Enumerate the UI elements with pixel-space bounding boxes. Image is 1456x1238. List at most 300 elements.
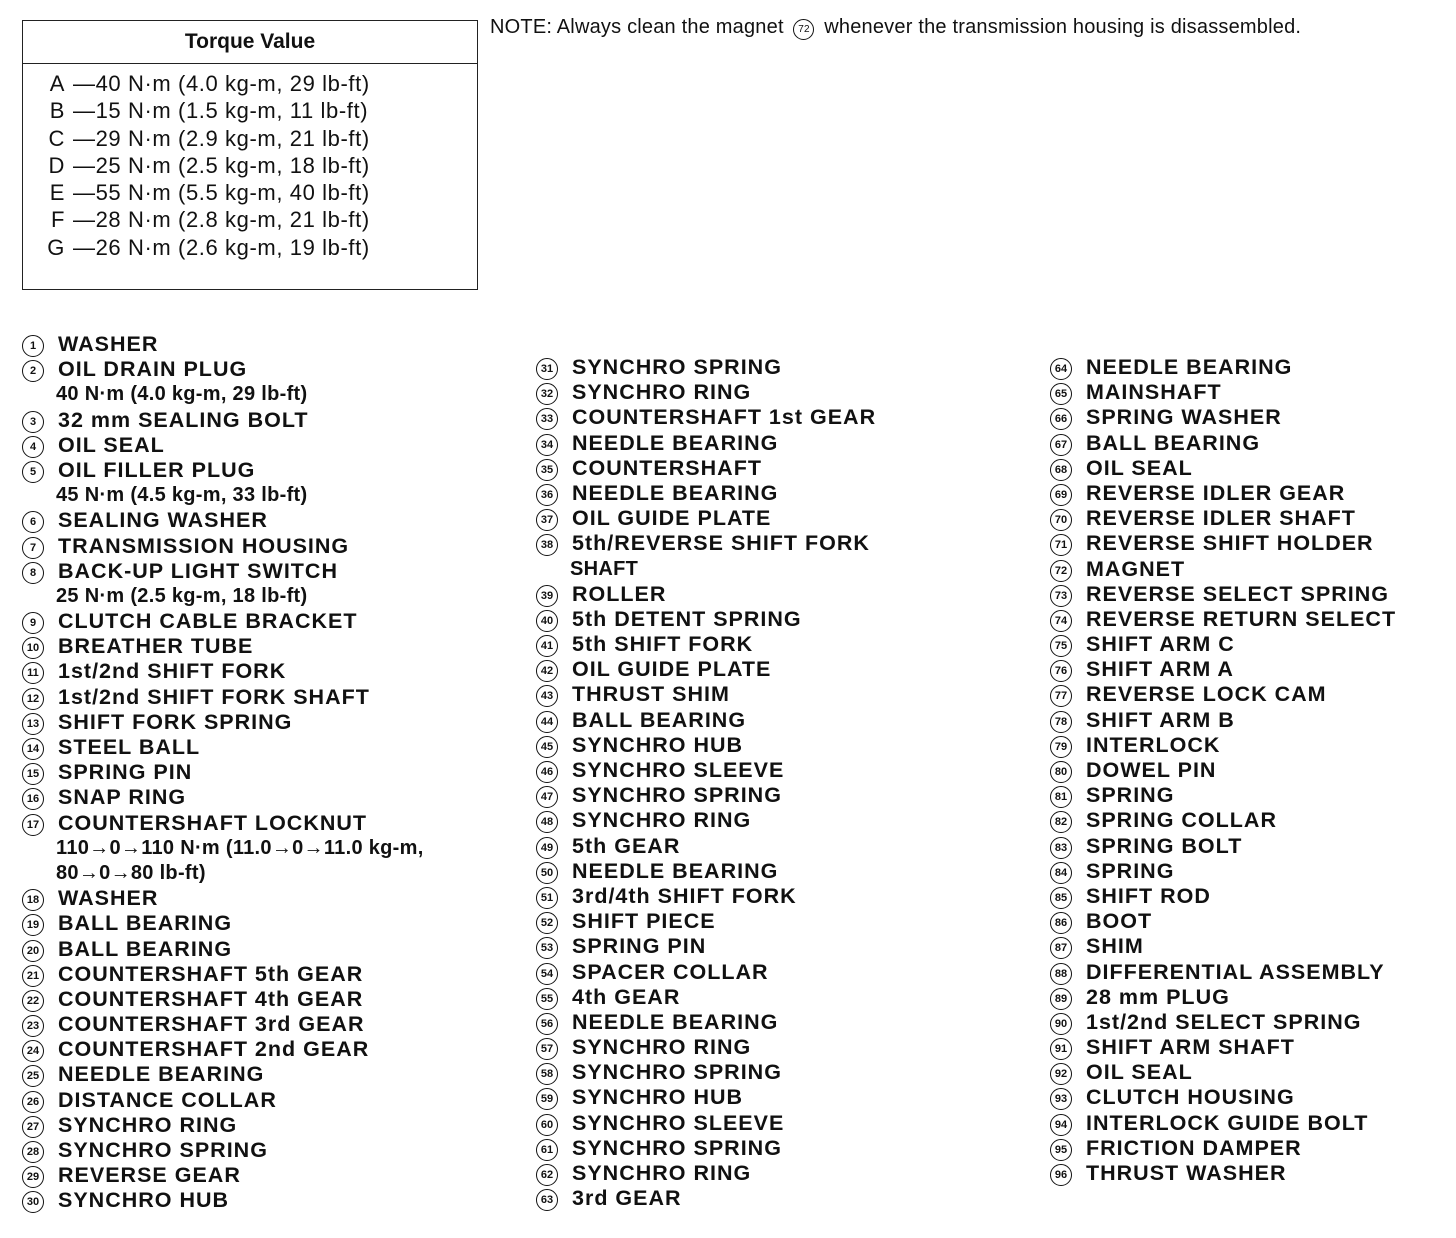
part-name: SHIFT ROD xyxy=(1086,883,1211,908)
part-item xyxy=(22,987,522,1012)
part-number: 93 xyxy=(1050,1088,1072,1110)
note-ref-number: 72 xyxy=(793,19,814,40)
part-item xyxy=(536,1136,1036,1161)
part-name: BACK-UP LIGHT SWITCH xyxy=(58,558,338,583)
part-item xyxy=(1050,808,1450,833)
torque-letter: F xyxy=(50,207,65,233)
part-number: 33 xyxy=(536,408,558,430)
part-name: COUNTERSHAFT 4th GEAR xyxy=(58,986,364,1011)
part-item xyxy=(536,607,1036,632)
part-item xyxy=(536,431,1036,456)
part-number: 89 xyxy=(1050,988,1072,1010)
magnet-note xyxy=(490,16,1301,40)
part-number: 95 xyxy=(1050,1139,1072,1161)
part-item xyxy=(536,531,1036,556)
part-name: WASHER xyxy=(58,332,159,356)
part-number: 84 xyxy=(1050,862,1072,884)
part-number: 48 xyxy=(536,811,558,833)
part-item xyxy=(536,808,1036,833)
part-name: NEEDLE BEARING xyxy=(572,480,779,505)
part-name: SYNCHRO SPRING xyxy=(58,1138,268,1162)
part-number: 13 xyxy=(22,713,44,735)
part-number: 23 xyxy=(22,1015,44,1037)
part-item xyxy=(22,1188,522,1213)
part-name: OIL DRAIN PLUG xyxy=(58,357,248,382)
part-item xyxy=(1050,456,1450,481)
part-name: COUNTERSHAFT 3rd GEAR xyxy=(58,1012,365,1037)
part-name: NEEDLE BEARING xyxy=(1086,355,1293,379)
part-name: SHIFT FORK SPRING xyxy=(58,709,293,734)
torque-letter: G xyxy=(47,234,65,260)
part-number: 39 xyxy=(536,585,558,607)
part-name: MAINSHAFT xyxy=(1086,380,1222,405)
part-item xyxy=(22,1113,522,1138)
part-name: SPRING xyxy=(1086,783,1175,808)
part-item xyxy=(22,458,522,483)
part-number: 67 xyxy=(1050,434,1072,456)
part-name: BALL BEARING xyxy=(572,707,747,732)
part-number: 24 xyxy=(22,1040,44,1062)
part-number: 6 xyxy=(22,511,44,533)
part-item xyxy=(1050,733,1450,758)
part-item xyxy=(22,1062,522,1087)
part-number: 15 xyxy=(22,763,44,785)
part-number: 36 xyxy=(536,484,558,506)
part-item xyxy=(1050,481,1450,506)
part-item xyxy=(22,1088,522,1113)
part-item xyxy=(536,632,1036,657)
part-item xyxy=(1050,582,1450,607)
parts-column-3 xyxy=(1050,355,1450,1186)
part-number: 63 xyxy=(536,1189,558,1211)
torque-value: —25 N·m (2.5 kg-m, 18 lb-ft) xyxy=(73,152,370,178)
part-name: SYNCHRO RING xyxy=(572,1035,752,1060)
part-number: 65 xyxy=(1050,383,1072,405)
part-name: OIL SEAL xyxy=(1086,1060,1193,1085)
part-item xyxy=(1050,531,1450,556)
part-number: 45 xyxy=(536,736,558,758)
part-item xyxy=(536,909,1036,934)
part-number: 30 xyxy=(22,1191,44,1213)
part-item xyxy=(536,733,1036,758)
part-item xyxy=(1050,834,1450,859)
part-name: SPRING xyxy=(1086,858,1175,883)
part-item xyxy=(1050,1010,1450,1035)
torque-row xyxy=(23,97,477,124)
part-number: 11 xyxy=(22,662,44,684)
part-item xyxy=(22,735,522,760)
part-name: SPRING PIN xyxy=(572,934,707,959)
part-item xyxy=(1050,1060,1450,1085)
part-item xyxy=(1050,405,1450,430)
part-number: 92 xyxy=(1050,1063,1072,1085)
parts-column-1 xyxy=(22,332,522,1214)
part-item xyxy=(1050,758,1450,783)
part-number: 43 xyxy=(536,685,558,707)
part-item xyxy=(22,811,522,836)
part-spec: 45 N·m (4.5 kg-m, 33 lb-ft) xyxy=(56,484,308,507)
part-name: SYNCHRO HUB xyxy=(58,1188,230,1213)
part-number: 85 xyxy=(1050,887,1072,909)
part-item xyxy=(1050,632,1450,657)
part-item xyxy=(22,785,522,810)
part-item xyxy=(1050,934,1450,959)
part-name: REVERSE RETURN SELECT xyxy=(1086,606,1397,631)
part-spec: 40 N·m (4.0 kg-m, 29 lb-ft) xyxy=(56,383,308,406)
part-item xyxy=(1050,1161,1450,1186)
part-item xyxy=(1050,380,1450,405)
part-item xyxy=(536,1085,1036,1110)
part-number: 22 xyxy=(22,990,44,1012)
part-number: 49 xyxy=(536,837,558,859)
part-item xyxy=(22,559,522,584)
part-name: REVERSE LOCK CAM xyxy=(1086,682,1327,707)
part-number: 80 xyxy=(1050,761,1072,783)
part-name: INTERLOCK GUIDE BOLT xyxy=(1086,1110,1369,1135)
part-item xyxy=(22,962,522,987)
part-name: SHIFT ARM A xyxy=(1086,657,1234,682)
torque-letter: B xyxy=(49,98,65,124)
part-item xyxy=(536,405,1036,430)
part-name: BOOT xyxy=(1086,909,1153,934)
part-item xyxy=(22,760,522,785)
part-item xyxy=(22,937,522,962)
part-item xyxy=(536,506,1036,531)
part-number: 79 xyxy=(1050,736,1072,758)
part-item xyxy=(1050,909,1450,934)
part-name: SYNCHRO SPRING xyxy=(572,1060,782,1085)
part-item xyxy=(22,534,522,559)
part-number: 73 xyxy=(1050,585,1072,607)
part-number: 90 xyxy=(1050,1013,1072,1035)
torque-letter: C xyxy=(48,125,65,151)
part-number: 60 xyxy=(536,1114,558,1136)
part-number: 70 xyxy=(1050,509,1072,531)
part-item xyxy=(1050,1035,1450,1060)
part-number: 5 xyxy=(22,461,44,483)
torque-value-table xyxy=(22,20,478,290)
part-name: SHIFT ARM C xyxy=(1086,632,1235,657)
part-number: 57 xyxy=(536,1038,558,1060)
part-item xyxy=(536,934,1036,959)
part-item xyxy=(22,1037,522,1062)
part-number: 3 xyxy=(22,411,44,433)
part-number: 51 xyxy=(536,887,558,909)
part-name: SYNCHRO RING xyxy=(572,808,752,833)
part-name: SPRING COLLAR xyxy=(1086,808,1277,833)
part-name: OIL SEAL xyxy=(58,432,165,457)
part-number: 59 xyxy=(536,1088,558,1110)
part-name: SHIFT PIECE xyxy=(572,909,716,934)
part-number: 46 xyxy=(536,761,558,783)
part-item xyxy=(22,634,522,659)
part-number: 56 xyxy=(536,1013,558,1035)
part-item xyxy=(22,659,522,684)
part-number: 8 xyxy=(22,562,44,584)
part-item xyxy=(1050,1136,1450,1161)
part-name: SEALING WASHER xyxy=(58,508,268,533)
part-number: 47 xyxy=(536,786,558,808)
part-name: OIL GUIDE PLATE xyxy=(572,506,772,531)
part-item xyxy=(22,685,522,710)
note-suffix: whenever the transmission housing is disassembled. xyxy=(824,16,1302,38)
part-number: 41 xyxy=(536,635,558,657)
part-item xyxy=(1050,884,1450,909)
part-name: THRUST SHIM xyxy=(572,682,730,707)
part-number: 10 xyxy=(22,637,44,659)
part-name: SHIM xyxy=(1086,934,1144,959)
part-name: SPRING WASHER xyxy=(1086,405,1282,430)
part-name: SPRING PIN xyxy=(58,760,193,785)
part-item xyxy=(22,508,522,533)
part-item xyxy=(536,1035,1036,1060)
torque-table-title: Torque Value xyxy=(23,21,477,64)
part-name: 3rd/4th SHIFT FORK xyxy=(572,883,797,908)
part-spec: 110→0→110 N·m (11.0→0→11.0 kg-m, xyxy=(56,836,424,859)
part-item xyxy=(536,380,1036,405)
part-item xyxy=(1050,657,1450,682)
part-number: 78 xyxy=(1050,711,1072,733)
part-item xyxy=(22,911,522,936)
part-item xyxy=(536,657,1036,682)
part-name: REVERSE IDLER SHAFT xyxy=(1086,506,1356,531)
part-item xyxy=(536,456,1036,481)
part-item xyxy=(1050,1085,1450,1110)
part-spec: 80→0→80 lb-ft) xyxy=(56,861,206,884)
part-number: 87 xyxy=(1050,937,1072,959)
part-number: 62 xyxy=(536,1164,558,1186)
part-item xyxy=(536,708,1036,733)
part-number: 19 xyxy=(22,914,44,936)
part-name: BALL BEARING xyxy=(1086,430,1261,455)
part-name: 1st/2nd SHIFT FORK xyxy=(58,659,287,684)
part-item xyxy=(22,609,522,634)
part-number: 40 xyxy=(536,610,558,632)
part-item xyxy=(1050,960,1450,985)
part-item xyxy=(1050,1111,1450,1136)
part-number: 20 xyxy=(22,940,44,962)
part-number: 25 xyxy=(22,1065,44,1087)
part-name: TRANSMISSION HOUSING xyxy=(58,533,350,558)
part-number: 32 xyxy=(536,383,558,405)
part-name: 5th GEAR xyxy=(572,833,681,858)
part-name: 5th SHIFT FORK xyxy=(572,632,754,657)
part-name: WASHER xyxy=(58,886,159,911)
part-name: SYNCHRO HUB xyxy=(572,1085,744,1110)
torque-value: —40 N·m (4.0 kg-m, 29 lb-ft) xyxy=(73,71,370,96)
part-name: 32 mm SEALING BOLT xyxy=(58,407,309,432)
part-item xyxy=(1050,859,1450,884)
part-number: 81 xyxy=(1050,786,1072,808)
part-number: 83 xyxy=(1050,837,1072,859)
part-name: SYNCHRO SPRING xyxy=(572,355,782,379)
part-number: 64 xyxy=(1050,358,1072,380)
part-number: 96 xyxy=(1050,1164,1072,1186)
part-name: DOWEL PIN xyxy=(1086,758,1217,782)
part-number: 71 xyxy=(1050,534,1072,556)
part-item xyxy=(536,859,1036,884)
torque-row xyxy=(23,70,477,97)
part-number: 2 xyxy=(22,360,44,382)
part-number: 37 xyxy=(536,509,558,531)
part-item xyxy=(22,886,522,911)
part-name: STEEL BALL xyxy=(58,735,201,759)
part-name: 1st/2nd SELECT SPRING xyxy=(1086,1009,1362,1034)
part-name: MAGNET xyxy=(1086,556,1186,581)
part-name: 4th GEAR xyxy=(572,984,681,1009)
part-name: 5th DETENT SPRING xyxy=(572,606,802,631)
torque-value: —26 N·m (2.6 kg-m, 19 lb-ft) xyxy=(73,234,370,260)
part-number: 12 xyxy=(22,688,44,710)
part-number: 61 xyxy=(536,1139,558,1161)
torque-row xyxy=(23,234,477,261)
part-item xyxy=(1050,682,1450,707)
part-name: INTERLOCK xyxy=(1086,732,1221,757)
parts-column-2 xyxy=(536,355,1036,1211)
part-name: SPACER COLLAR xyxy=(572,959,769,984)
part-number: 66 xyxy=(1050,408,1072,430)
part-item xyxy=(22,1012,522,1037)
part-name: SYNCHRO RING xyxy=(572,380,752,405)
part-number: 38 xyxy=(536,534,558,556)
torque-row xyxy=(23,179,477,206)
part-number: 53 xyxy=(536,937,558,959)
part-name: SPRING BOLT xyxy=(1086,833,1243,858)
part-item xyxy=(536,1060,1036,1085)
part-item xyxy=(22,433,522,458)
part-item xyxy=(536,1161,1036,1186)
part-name: NEEDLE BEARING xyxy=(572,1009,779,1034)
part-item xyxy=(536,758,1036,783)
torque-letter: A xyxy=(49,71,65,96)
part-number: 91 xyxy=(1050,1038,1072,1060)
part-number: 76 xyxy=(1050,660,1072,682)
part-name: 5th/REVERSE SHIFT FORK xyxy=(572,531,870,556)
torque-value: —28 N·m (2.8 kg-m, 21 lb-ft) xyxy=(73,207,370,233)
part-spec: SHAFT xyxy=(570,557,639,580)
part-name: NEEDLE BEARING xyxy=(572,858,779,883)
torque-value: —15 N·m (1.5 kg-m, 11 lb-ft) xyxy=(73,98,369,124)
part-item xyxy=(536,783,1036,808)
part-name: SYNCHRO SLEEVE xyxy=(572,1110,785,1135)
part-number: 29 xyxy=(22,1166,44,1188)
part-name: COUNTERSHAFT 1st GEAR xyxy=(572,405,877,430)
part-number: 58 xyxy=(536,1063,558,1085)
part-name: REVERSE GEAR xyxy=(58,1163,241,1188)
part-item xyxy=(536,1010,1036,1035)
part-number: 21 xyxy=(22,965,44,987)
part-name: CLUTCH CABLE BRACKET xyxy=(58,609,358,634)
part-number: 9 xyxy=(22,612,44,634)
part-item xyxy=(536,884,1036,909)
part-item xyxy=(1050,431,1450,456)
torque-row xyxy=(23,152,477,179)
part-name: SYNCHRO RING xyxy=(572,1161,752,1185)
torque-rows xyxy=(23,64,477,261)
part-item xyxy=(22,332,522,357)
part-number: 52 xyxy=(536,912,558,934)
part-name: FRICTION DAMPER xyxy=(1086,1135,1302,1160)
part-name: SHIFT ARM SHAFT xyxy=(1086,1035,1295,1060)
part-number: 77 xyxy=(1050,685,1072,707)
part-number: 44 xyxy=(536,711,558,733)
torque-value: —29 N·m (2.9 kg-m, 21 lb-ft) xyxy=(73,125,370,151)
part-item xyxy=(536,960,1036,985)
torque-row xyxy=(23,125,477,152)
part-item xyxy=(1050,607,1450,632)
part-number: 1 xyxy=(22,335,44,357)
part-number: 72 xyxy=(1050,560,1072,582)
part-name: BALL BEARING xyxy=(58,911,233,936)
part-number: 69 xyxy=(1050,484,1072,506)
part-name: SHIFT ARM B xyxy=(1086,707,1235,732)
part-spec: 25 N·m (2.5 kg-m, 18 lb-ft) xyxy=(56,584,308,607)
part-name: NEEDLE BEARING xyxy=(572,430,779,455)
part-number: 7 xyxy=(22,537,44,559)
part-name: COUNTERSHAFT 5th GEAR xyxy=(58,961,364,986)
part-name: OIL FILLER PLUG xyxy=(58,457,256,482)
part-number: 86 xyxy=(1050,912,1072,934)
part-name: SYNCHRO SLEEVE xyxy=(572,758,785,782)
part-name: REVERSE SHIFT HOLDER xyxy=(1086,531,1374,556)
part-number: 4 xyxy=(22,436,44,458)
part-number: 28 xyxy=(22,1141,44,1163)
part-name: CLUTCH HOUSING xyxy=(1086,1085,1295,1110)
part-name: BREATHER TUBE xyxy=(58,634,254,659)
part-number: 16 xyxy=(22,788,44,810)
torque-value: —55 N·m (5.5 kg-m, 40 lb-ft) xyxy=(73,180,370,206)
part-number: 17 xyxy=(22,814,44,836)
part-number: 75 xyxy=(1050,635,1072,657)
part-number: 31 xyxy=(536,358,558,380)
part-number: 74 xyxy=(1050,610,1072,632)
part-name: THRUST WASHER xyxy=(1086,1161,1287,1185)
part-item xyxy=(22,1163,522,1188)
part-item xyxy=(1050,783,1450,808)
part-name: 28 mm PLUG xyxy=(1086,984,1230,1009)
part-name: DIFFERENTIAL ASSEMBLY xyxy=(1086,959,1385,984)
part-item xyxy=(22,408,522,433)
part-item xyxy=(1050,506,1450,531)
part-name: 1st/2nd SHIFT FORK SHAFT xyxy=(58,684,370,709)
part-name: SYNCHRO SPRING xyxy=(572,783,782,808)
part-name: COUNTERSHAFT 2nd GEAR xyxy=(58,1037,370,1062)
part-name: ROLLER xyxy=(572,581,667,606)
part-number: 68 xyxy=(1050,459,1072,481)
part-name: DISTANCE COLLAR xyxy=(58,1087,277,1112)
part-number: 50 xyxy=(536,862,558,884)
part-number: 35 xyxy=(536,459,558,481)
part-name: COUNTERSHAFT LOCKNUT xyxy=(58,810,368,835)
part-number: 27 xyxy=(22,1116,44,1138)
part-name: SYNCHRO SPRING xyxy=(572,1135,782,1160)
part-item xyxy=(536,985,1036,1010)
note-prefix: NOTE: Always clean the magnet xyxy=(490,16,784,38)
part-name: NEEDLE BEARING xyxy=(58,1062,265,1087)
part-item xyxy=(536,355,1036,380)
part-number: 54 xyxy=(536,963,558,985)
part-item xyxy=(536,481,1036,506)
torque-letter: D xyxy=(48,152,65,178)
part-item xyxy=(1050,557,1450,582)
part-item xyxy=(22,710,522,735)
part-name: SNAP RING xyxy=(58,785,187,810)
part-name: COUNTERSHAFT xyxy=(572,455,762,480)
part-item xyxy=(1050,355,1450,380)
part-number: 26 xyxy=(22,1091,44,1113)
part-number: 55 xyxy=(536,988,558,1010)
part-number: 14 xyxy=(22,738,44,760)
